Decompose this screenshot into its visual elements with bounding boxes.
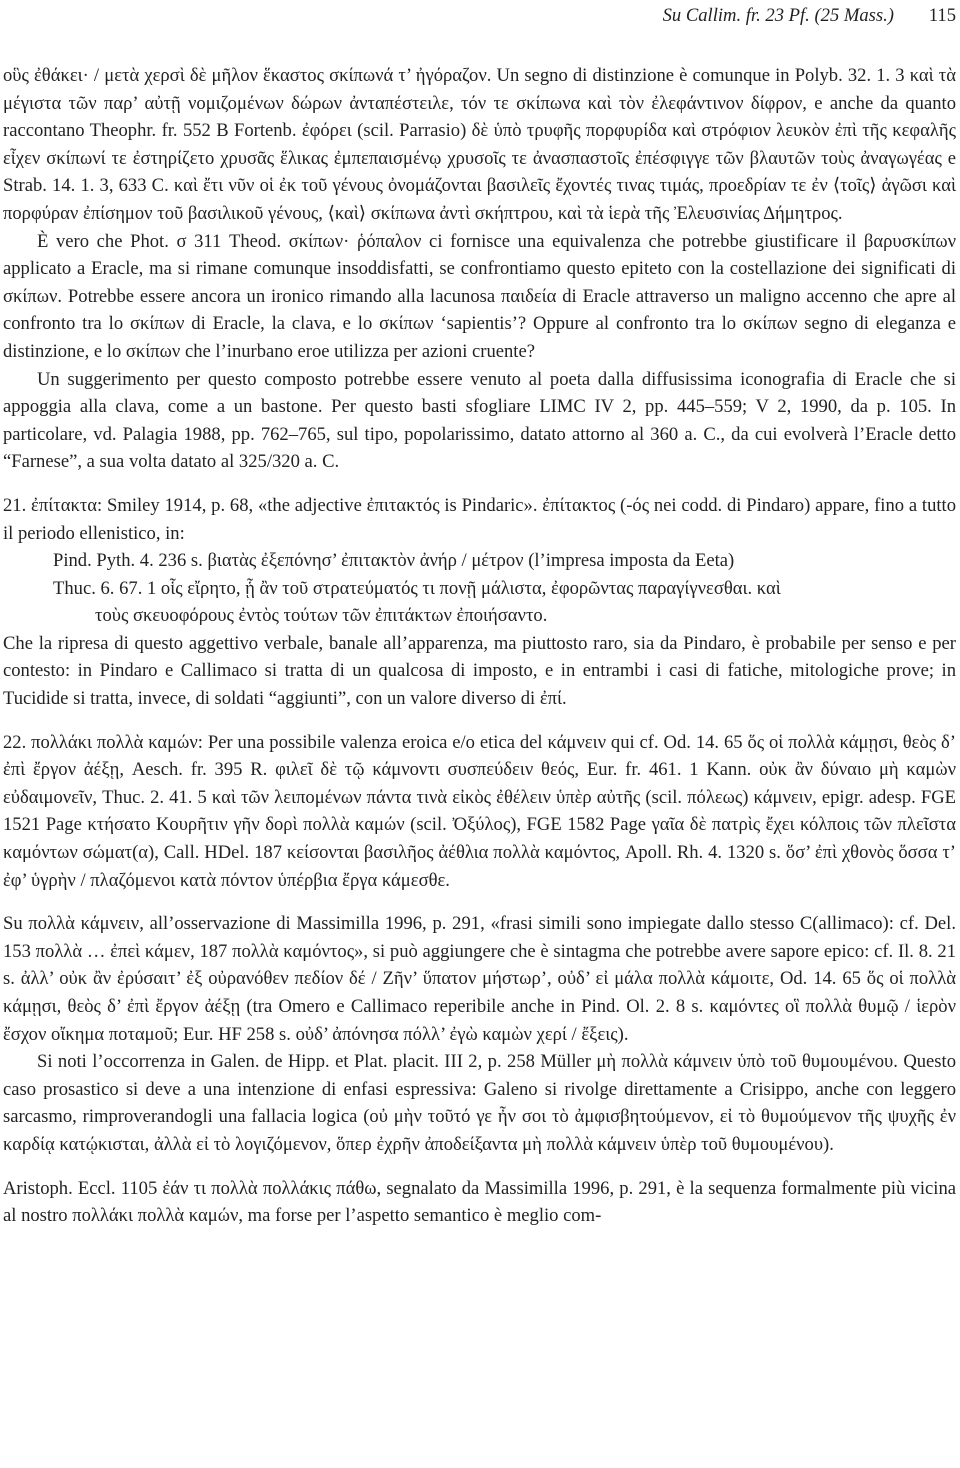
- paragraph-1: οὓς ἐθάκει· / μετὰ χερσὶ δὲ μῆλον ἕκαστος σκίπωνά τ’ ἠγόραζον. Un segno di distinzione è comunque in Polyb. 32. 1. 3 καὶ τὰ μέγιστα τῶν παρ’ αὐτῇ νομιζομένων δώρων ἀνταπέστειλε, τόν τε σκίπωνα καὶ τὸν ἐλεφάντινον δίφρον, e anche da quanto raccontano Theophr. fr. 552 B Fortenb. ἐφόρει (scil. Parrasio) δὲ ὑπὸ τρυφῆς πορφυρίδα καὶ στρόφιον λευκὸν ἐπὶ τῆς κεφαλῆς εἶχεν σκίπωνί τε ἐστηρίζετο χρυσᾶς ἕλικας ἐμπεπαισμένῳ χρυσοῖς τε ἀνασπαστοῖς ἐπέσφιγγε τῶν βλαυτῶν τοὺς ἀναγωγέας e Strab. 14. 1. 3, 633 C. καὶ ἔτι νῦν οἱ ἐκ τοῦ γένους ὀνομάζονται βασιλεῖς ἔχοντές τινας τιμάς, προεδρίαν τε ἐν ⟨τοῖς⟩ ἀγῶσι καὶ πορφύραν ἐπίσημον τοῦ βασιλικοῦ γένους, ⟨καὶ⟩ σκίπωνα ἀντὶ σκήπτρου, καὶ τὰ ἱερὰ τῆς Ἐλευσινίας Δήμητρος.: [3, 65, 956, 224]
- paragraph-galen: Si noti l’occorrenza in Galen. de Hipp. et Plat. placit. III 2, p. 258 Müller μὴ πολλὰ κάμνειν ὑπὸ τοῦ θυμουμένου. Questo caso prosastico si deve a una intenzione di enfasi espressiva: Galeno si rivolge direttamente a Crisippo, anche con leggero sarcasmo, rimproverandogli una fallacia logica (οὐ μὴν τοῦτό γε ἦν σοι τὸ ἀμφισβητούμενον, εἰ τὸ θυμούμενον τῆς ψυχῆς ἐν καρδίᾳ κατῴκισται, ἀλλὰ εἰ τὸ λογιζόμενον, ὅπερ ἐχρῆν ἀποδείξαντα μὴ πολλὰ κάμνειν ὑπὲρ τοῦ θυμουμένου).: [3, 1051, 956, 1155]
- paragraph-2: È vero che Phot. σ 311 Theod. σκίπων· ῥόπαλον ci fornisce una equivalenza che potrebbe giustificare il βαρυσκίπων applicato a Eracle, ma si rimane comunque insoddisfatti, se confrontiamo questo epiteto con la costellazione dei significati di σκίπων. Potrebbe essere ancora un ironico rimando alla lacunosa παιδεία di Eracle attraverso un maligno accenno che apre al confronto tra lo σκίπων di Eracle, la clava, e lo σκίπων ‘sapientis’? Oppure al confronto tra lo σκίπων segno di eleganza e distinzione, e lo σκίπων che l’inurbano eroe utilizza per azioni cruente?: [3, 230, 956, 362]
- note-22: 22. πολλάκι πολλὰ καμών: Per una possibile valenza eroica e/o etica del κάμνειν qui cf. Od. 14. 65 ὅς οἱ πολλὰ κάμῃσι, θεὸς δ’ ἐπὶ ἔργον ἀέξῃ, Aesch. fr. 395 R. φιλεῖ δὲ τῷ κάμνοντι συσπεύδειν θεός, Eur. fr. 461. 1 Kann. οὐκ ἂν δύναιο μὴ καμὼν εὐδαιμονεῖν, Thuc. 2. 41. 5 καὶ τῶν λειπομένων πάντα τινὰ εἰκὸς ἐθέλειν ὑπὲρ αὐτῆς (scil. πόλεως) κάμνειν, epigr. adesp. FGE 1521 Page κτήσατο Κουρῆτιν γῆν δορὶ πολλὰ καμών (scil. Ὀξύλος), FGE 1582 Page γαῖα δὲ πατρὶς ἔχει κόλποις τῶν πλεῖστα καμόντων σώματ(α), Call. HDel. 187 κείσονται βασιλῆος ἀέθλια πολλὰ καμόντος, Apoll. Rh. 4. 1320 s. ὅσ’ ἐπὶ χθονὸς ὅσσα τ’ ἐφ’ ὑγρὴν / πλαζόμενοι κατὰ πόντον ὑπέρβια ἔργα κάμεσθε.: [3, 731, 956, 891]
- note-21: 21. ἐπίτακτα: Smiley 1914, p. 68, «the adjective ἐπιτακτός is Pindaric». ἐπίτακτος (-ός nei codd. di Pindaro) appare, fino a tutto il periodo ellenistico, in:: [3, 494, 956, 544]
- page: [3, 0, 956, 1230]
- citation-thucydides-cont: τοὺς σκευοφόρους ἐντὸς τούτων τῶν ἐπιτάκτων ἐποιήσαντο.: [95, 605, 548, 627]
- running-head: [3, 0, 956, 32]
- paragraph-3: Un suggerimento per questo composto potrebbe essere venuto al poeta dalla diffusissima iconografia di Eracle che si appoggia alla clava, come a un bastone. Per questo basti sfogliare LIMC IV 2, pp. 445–559; V 2, 1990, da p. 105. In particolare, vd. Palagia 1988, pp. 762–765, sul tipo, popolarissimo, datato attorno al 360 a. C., da cui evolverà l’Eracle detto “Farnese”, a sua volta datato al 325/320 a. C.: [3, 368, 956, 473]
- paragraph-polla-kamnein: Su πολλὰ κάμνειν, all’osservazione di Massimilla 1996, p. 291, «frasi simili sono impiegate dallo stesso C(allimaco): cf. Del. 153 πολλὰ … ἐπεὶ κάμεν, 187 πολλὰ καμόντος», si può aggiungere che è sintagma che potrebbe avere sapore epico: cf. Il. 8. 21 s. ἀλλ’ οὐκ ἂν ἐρύσαιτ’ ἐξ οὐρανόθεν πεδίον δέ / Ζῆν’ ὕπατον μήστωρ’, οὐδ’ εἰ μάλα πολλὰ κάμοιτε, Od. 14. 65 ὅς οἱ πολλὰ κάμῃσι, θεὸς δ’ ἐπὶ ἔργον ἀέξῃ (tra Omero e Callimaco reperibile anche in Pind. Ol. 2. 8 s. καμόντες οἳ πολλὰ θυμῷ / ἱερὸν ἔσχον οἴκημα ποταμοῦ; Eur. HF 258 s. οὐδ’ ἀπόνησα πόλλ’ ἐγὼ καμὼν χερί / ἔξεις).: [3, 913, 956, 1045]
- paragraph-aristophanes: Aristoph. Eccl. 1105 ἐάν τι πολλὰ πολλάκις πάθω, segnalato da Massimilla 1996, p. 291, è la sequenza formalmente più vicina al nostro πολλάκι πολλὰ καμών, ma forse per l’aspetto semantico è meglio com-: [3, 1177, 956, 1227]
- citation-thucydides: Thuc. 6. 67. 1 οἷς εἴρητο, ᾗ ἂν τοῦ στρατεύματός τι πονῇ μάλιστα, ἐφορῶντας παραγίγνεσθαι. καὶ: [53, 577, 781, 599]
- citation-pindar: Pind. Pyth. 4. 236 s. βιατὰς ἐξεπόνησ’ ἐπιτακτὸν ἀνήρ / μέτρον (l’impresa imposta da Eeta): [53, 550, 735, 572]
- page-number: 115: [928, 5, 956, 26]
- paragraph-ripresa: Che la ripresa di questo aggettivo verbale, banale all’apparenza, ma piuttosto raro, sia da Pindaro, è probabile per senso e per contesto: in Pindaro e Callimaco si tratta di un qualcosa di imposto, e in entrambi i casi di fatiche, mitologiche prove; in Tucidide si tratta, invece, di soldati “aggiunti”, con un valore diverso di ἐπί.: [3, 632, 956, 710]
- running-title: Su Callim. fr. 23 Pf. (25 Mass.): [662, 5, 894, 26]
